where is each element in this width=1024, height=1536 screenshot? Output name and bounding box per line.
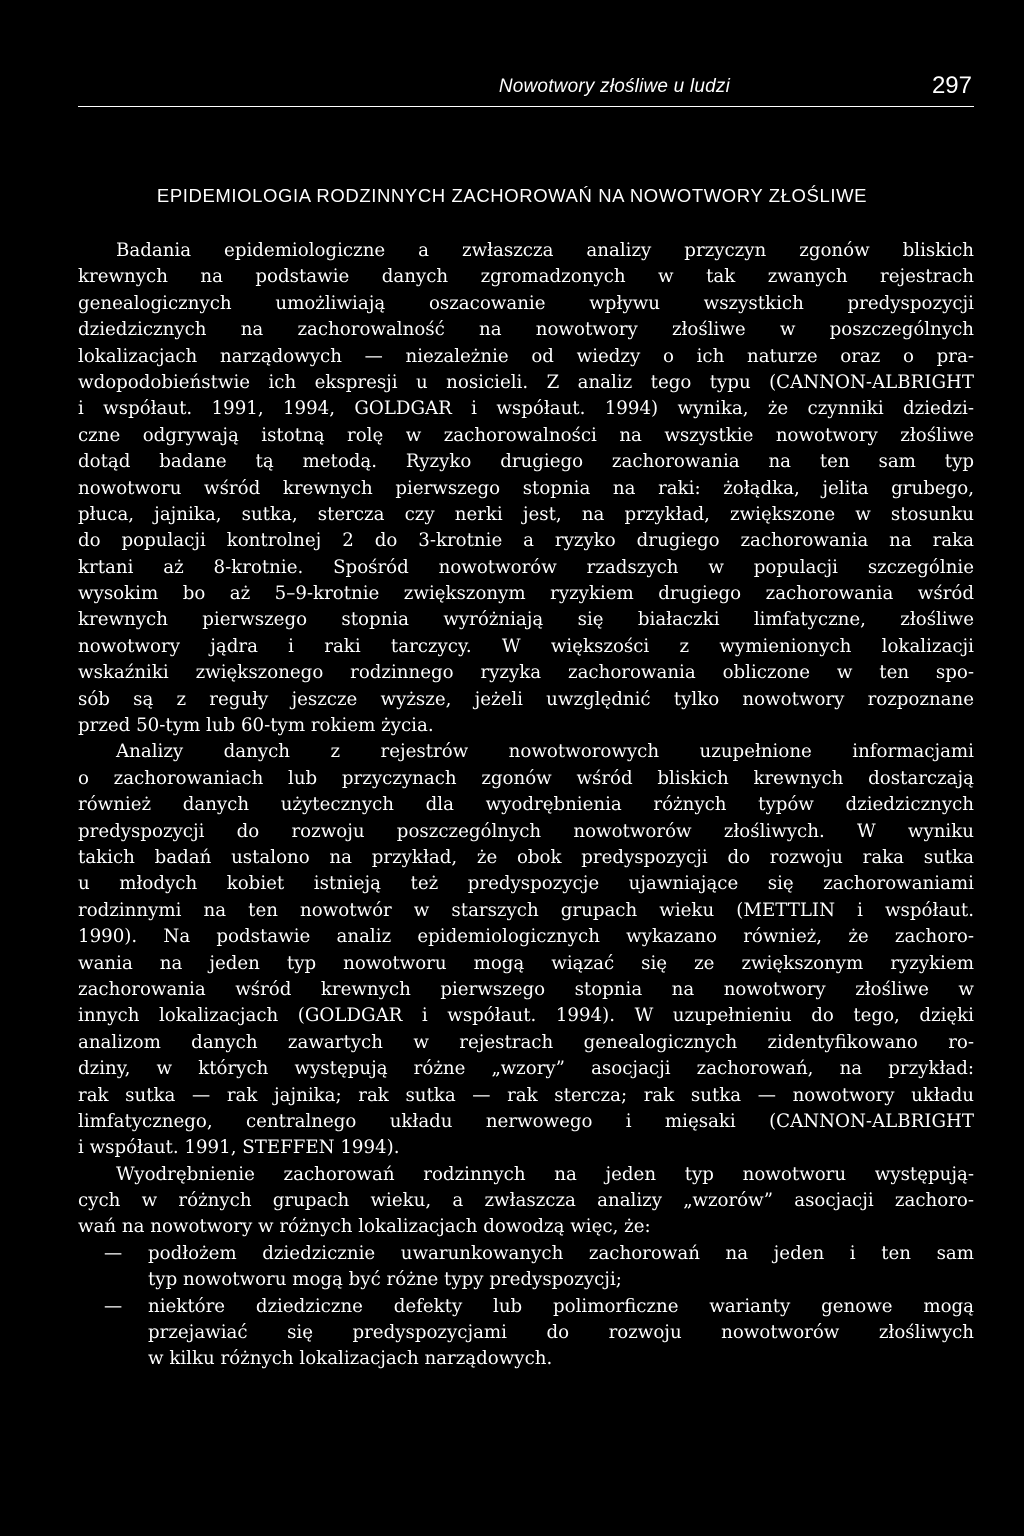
text-line: Analizy danych z rejestrów nowotworowych uzupełnione informacjami [116,741,974,763]
text-line: zachorowania wśród krewnych pierwszego stopnia na nowotwory złośliwe w [78,978,974,1000]
page-number: 297 [931,72,972,99]
text-line: lokalizacjach narządowych — niezależnie od wiedzy o ich naturze oraz o pra- [78,345,974,367]
text-line: również danych użytecznych dla wyodrębnienia różnych typów dziedzicznych [78,794,974,816]
text-line: krewnych na podstawie danych zgromadzonych w tak zwanych rejestrach [78,266,974,288]
text-line: sób są z reguły jeszcze wyższe, jeżeli uwzględnić tylko nowotwory rozpoznane [78,688,974,710]
section-heading: EPIDEMIOLOGIA RODZINNYCH ZACHOROWAŃ NA NOWOTWORY ZŁOŚLIWE [156,185,868,206]
text-line [78,1294,974,1320]
text-line: 1990). Na podstawie analiz epidemiologicznych wykazano również, że zachoro- [78,926,974,948]
text-line: przed 50-tym lub 60-tym rokiem życia. [78,715,434,737]
text-line: czne odgrywają istotną rolę w zachorowalności na wszystkie nowotwory złośliwe [78,424,974,446]
text-line: i współaut. 1991, STEFFEN 1994). [78,1137,400,1159]
text-line: nowotworu wśród krewnych pierwszego stopnia na raki: żołądka, jelita grubego, [78,477,974,499]
dash-marker: — [104,1295,123,1317]
list-item-text: podłożem dziedzicznie uwarunkowanych zachorowań na jeden i ten sam [148,1242,974,1264]
text-line: typ nowotworu mogą być różne typy predyspozycji; [148,1269,622,1291]
bullet-list [78,1241,974,1373]
text-line: i współaut. 1991, 1994, GOLDGAR i współaut. 1994) wynika, że czynniki dziedzi- [78,398,974,420]
list-item-text: niektóre dziedziczne defekty lub polimorficzne warianty genowe mogą [148,1295,974,1317]
text-line: rak sutka — rak jajnika; rak sutka — rak stercza; rak sutka — nowotwory układu [78,1084,974,1106]
text-line: Badania epidemiologiczne a zwłaszcza analizy przyczyn zgonów bliskich [116,240,974,261]
list-item [78,1241,974,1294]
text-line: płuca, jajnika, sutka, stercza czy nerki jest, na przykład, zwiększone w stosunku [78,503,974,525]
paragraph-1 [78,238,974,739]
body-text [78,238,974,1373]
running-title: Nowotwory złośliwe u ludzi [498,76,730,97]
text-line: wskaźniki zwiększonego rodzinnego ryzyka zachorowania obliczone w ten spo- [78,662,974,684]
text-line: analizom danych zawartych w rejestrach genealogicznych zidentyfikowano ro- [78,1031,974,1053]
text-line: Wyodrębnienie zachorowań rodzinnych na jeden typ nowotworu występują- [116,1163,974,1185]
text-line: do populacji kontrolnej 2 do 3-krotnie a ryzyko drugiego zachorowania na raka [78,530,974,552]
text-line: wdopodobieństwie ich ekspresji u nosicieli. Z analiz tego typu (CANNON-ALBRIGHT [78,371,974,393]
text-line: krewnych pierwszego stopnia wyróżniają się białaczki limfatyczne, złośliwe [78,609,974,631]
text-line: nowotwory jądra i raki tarczycy. W większości z wymienionych lokalizacji [78,635,974,657]
text-line: krtani aż 8-krotnie. Spośród nowotworów rzadszych w populacji szczególnie [78,556,974,578]
text-line: predyspozycji do rozwoju poszczególnych nowotworów złośliwych. W wyniku [78,820,974,842]
dash-marker: — [104,1242,123,1264]
text-line: cych w różnych grupach wieku, a zwłaszcza analizy „wzorów” asocjacji zachoro- [78,1190,974,1212]
paragraph-3 [78,1162,974,1241]
text-line: o zachorowaniach lub przyczynach zgonów wśród bliskich krewnych dostarczają [78,767,974,789]
paragraph-2 [78,739,974,1161]
list-item [78,1294,974,1373]
text-line: wysokim bo aż 5–9-krotnie zwiększonym ryzykiem drugiego zachorowania wśród [78,583,974,605]
text-line: rodzinnymi na ten nowotwór w starszych grupach wieku (METTLIN i współaut. [78,899,974,921]
text-line: takich badań ustalono na przykład, że obok predyspozycji do rozwoju raka sutka [78,846,974,868]
text-line: przejawiać się predyspozycjami do rozwoju nowotworów złośliwych [148,1322,974,1344]
text-line: w kilku różnych lokalizacjach narządowych. [148,1348,553,1370]
running-header [78,72,974,107]
text-line: innych lokalizacjach (GOLDGAR i współaut. 1994). W uzupełnieniu do tego, dzięki [78,1005,974,1027]
text-line: dziedzicznych na zachorowalność na nowotwory złośliwe w poszczególnych [78,319,974,341]
text-line: wań na nowotwory w różnych lokalizacjach dowodzą więc, że: [78,1216,651,1238]
text-line: dziny, w których występują różne „wzory” asocjacji zachorowań, na przykład: [78,1058,974,1080]
text-line: limfatycznego, centralnego układu nerwowego i mięsaki (CANNON-ALBRIGHT [78,1110,974,1132]
text-line: u młodych kobiet istnieją też predyspozycje ujawniające się zachorowaniami [78,873,974,895]
text-line: wania na jeden typ nowotworu mogą wiązać się ze zwiększonym ryzykiem [78,952,974,974]
text-line: genealogicznych umożliwiają oszacowanie wpływu wszystkich predyspozycji [78,292,974,314]
text-line [78,1241,974,1267]
text-line: dotąd badane tą metodą. Ryzyko drugiego zachorowania na ten sam typ [78,451,974,473]
